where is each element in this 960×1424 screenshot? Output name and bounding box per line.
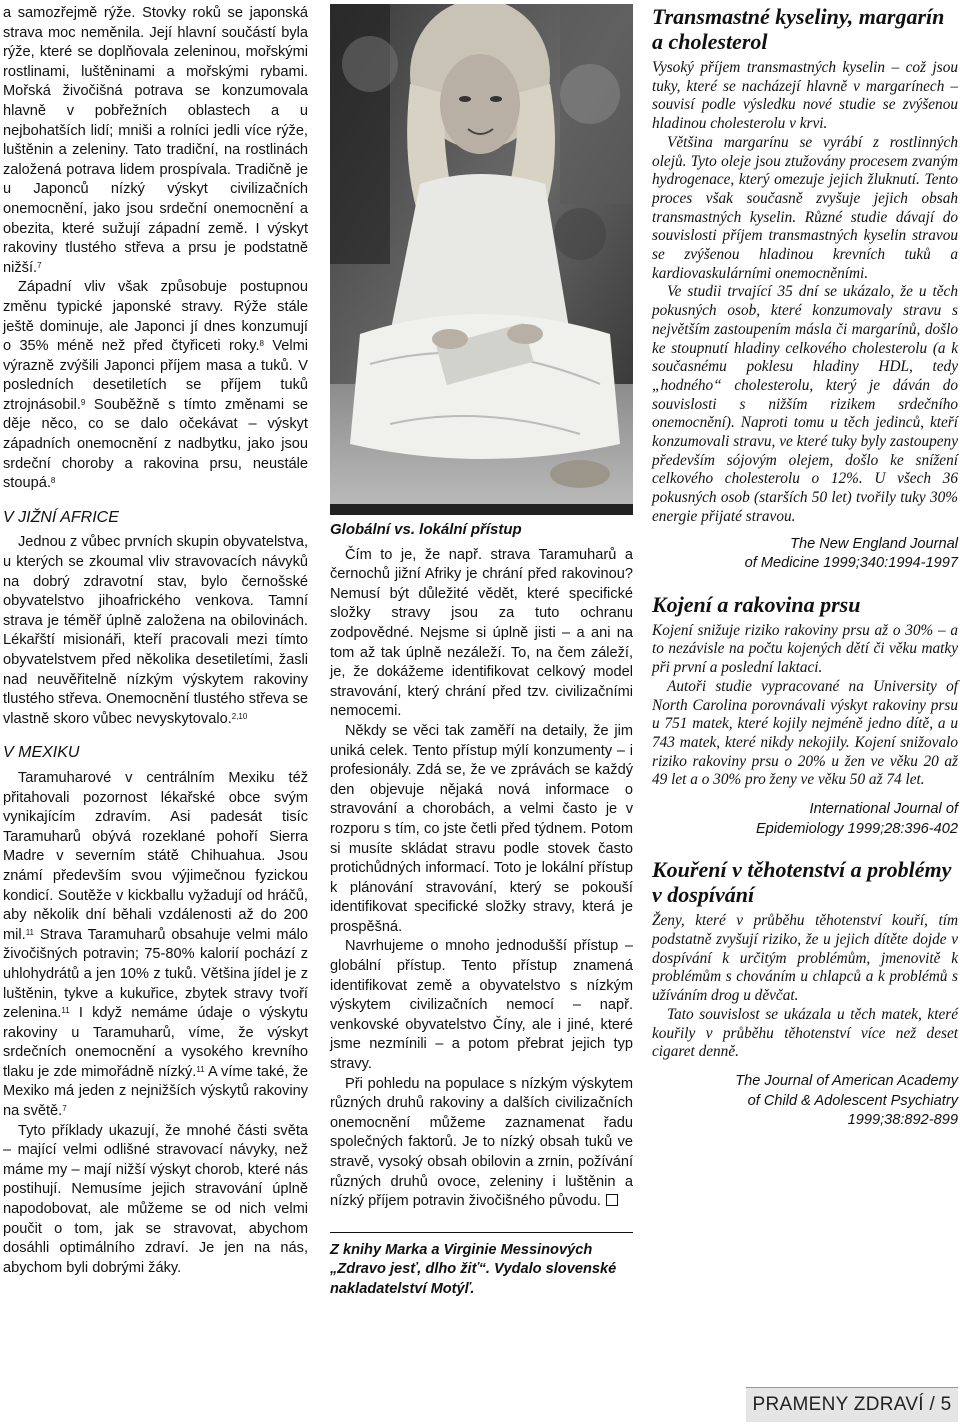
column-3: [652, 4, 958, 1131]
article-title: Transmastné kyseliny, margarín a cholesterol: [652, 4, 945, 54]
article-title: Kouření v těhotenství a problémy v dospívání: [652, 857, 952, 908]
paragraph: Ženy, které v průběhu těhotenství kouří, tím podstatně zvyšují riziko, že u jejich dítěte dojde v dospívání k určitým problémům, jmenovitě k problémům s chováním u chlapců a k problémů s užíváním drog u děvčat.: [652, 912, 958, 1005]
source-citation: International Journal of Epidemiology 1999;28:396-402: [755, 801, 958, 837]
source-citation: The Journal of American Academy of Child & Adolescent Psychiatry 1999;38:892-899: [735, 1072, 958, 1129]
paragraph: Autoři studie vypracované na University of North Carolina porovnávali výskyt rakoviny prsu u 751 matek, které kojily nejméně jedno dítě, a u 743 matek, které nikdy nekojily. Kojení snižovalo riziko rakoviny prsu o 20% u žen ve věku 20 až 49 let a o 30% pro ženy ve věku 50 až 74 let.: [652, 677, 958, 789]
paragraph: Taramuharové v centrálním Mexiku též přitahovali pozornost lékařské obce svým vynikajícím zdravím. Asi padesát tisíc Taramuharů obývá rozeklané pohoří Sierra Madre v severním státě Chihuahua. Jsou známí především svou výjimečnou fyzickou kondicí. Soutěže v kickballu vyžadují od hráčů, aby několik dní běhali vzdálenosti až do 200 mil.$^{11}$ Strava Taramuharů obsahuje velmi málo živočišných potravin; 75-80% kalorií pochází z uhlohydrátů a jen 10% z tuků. Většina jídel je z luštěnin, tykve a kukuřice, zbytek stravy tvoří zelenina.$^{11}$ I když nemáme údaje o výskytu rakoviny u Taramuharů, víme, že výskyt srdečních onemocnění a vysokého krevního tlaku je zde mimořádně nízký.$^{11}$ A víme také, že Mexiko má jeden z nejnižších výskytů rakoviny na světě.$^7$: [3, 769, 308, 1120]
paragraph: Čím to je, že např. strava Taramuharů a černochů jižní Afriky je chrání před rakovinou? Nemusí být důležité vědět, které specifické složky stravy jsou za tuto ochranu zodpovědné. Nejsme si úplně jisti – a ani na tom až tak úplně nezáleží. To, na čem záleží, je, že dokážeme identifikovat celkový model stravování, který chrání před tzv. civilizačními nemocemi.: [330, 546, 633, 720]
article-title: Kojení a rakovina prsu: [652, 591, 861, 617]
column-1: [3, 4, 308, 1278]
paragraph: Jednou z vůbec prvních skupin obyvatelstva, u kterých se zkoumal vliv stravovacích návyků na dobrý zdravotní stav, bylo černošské obyvatelstvo jihoafrického venkova. Tamní strava je téměř úplně založena na obilovinách. Lékařští misionáři, kteří pracovali mezi tímto obyvatelstvem před několika desetiletími, žasli nad neuvěřitelně nízkým výskytem rakoviny tlustého střeva. Onemocnění tlustého střeva se vlastně skoro vůbec nevyskytovalo.$^{2,10}$: [3, 534, 309, 727]
source-citation: The New England Journal of Medicine 1999;340:1994-1997: [744, 535, 958, 572]
book-credit: Z knihy Marka a Virginie Messinových „Zdravo jesť, dlho žiť“. Vydalo slovenské nakladatelství Motýľ.: [330, 1232, 633, 1300]
section-heading: V JIŽNÍ AFRICE: [3, 508, 119, 526]
paragraph: Tato souvislost se ukázala u těch matek, které kouřily v průběhu těhotenství více než deset cigaret denně.: [652, 1005, 958, 1061]
paragraph: Tyto příklady ukazují, že mnohé části světa – mající velmi odlišné stravovací návyky, než máme my – mají nižší výskyt chorob, které nás postihují. Nemusíme jejich stravování úplně napodobovat, ale můžeme se od nich velmi poučit o tom, jak se stravovat, abychom dosáhli optimálního zdraví. Je jen na nás, abychom byli dobrými žáky.: [3, 1122, 308, 1276]
column-2: [330, 520, 633, 1300]
section-heading: V MEXIKU: [3, 744, 80, 762]
paragraph: Většina margarínu se vyrábí z rostlinných olejů. Tyto oleje jsou ztužovány procesem zvaným hydrogenace, který omezuje jejich žluknutí. Tento proces však současně zvyšuje jejich obsah transmastných kyselin. Různé studie dávají do souvislosti příjem transmastných kyselin stravou se zvýšenou hladinou krevních tuků a kardiovaskulárními onemocněními.: [652, 133, 958, 282]
paragraph: Kojení snižuje riziko rakoviny prsu až o 30% – a to nezávisle na počtu kojených dětí či věku matky při první a poslední laktaci.: [652, 621, 958, 677]
end-mark-icon: [606, 1194, 618, 1206]
paragraph: Při pohledu na populace s nízkým výskytem různých druhů rakoviny a dalších civilizačních onemocnění můžeme zaznamenat řadu společných faktorů. Je to nízký obsah tuků ve stravě, vysoký obsah obilovin a zrnin, požívání různých druhů ovoce, zeleniny i luštěnin a nízký příjem potravin živočišného původu.: [330, 1075, 633, 1210]
paragraph: Navrhujeme o mnoho jednodušší přístup – globální přístup. Tento přístup znamená identifikovat země a obyvatelstvo s nízkým výskytem civilizačních nemocí – např. venkovské obyvatelstvo Číny, ale i jiné, které jsme nezmínili – a potom přebrat jejich typ stravy.: [330, 938, 633, 1073]
paragraph: Ve studii trvající 35 dní se ukázalo, že u těch pokusných osob, které konzumovaly stravu s největším zastoupením másla či margarínů, došlo ke stoupnutí hladiny celkového cholesterolu (a k současnému poklesu hladiny HDL, tedy „hodného“ cholesterolu, který je dáván do souvislosti s nižším rizikem srdečního onemocnění). Naproti tomu u těch jedinců, kteří konzumovali stravu, ve které tuky byly zastoupeny především sójovým olejem, došlo ke snížení celkového cholesterolu o 12%. U všech 36 pokusných osob (starších 50 let) tvořily tuky 30% energie přijaté stravou.: [652, 283, 958, 525]
page-footer: PRAMENY ZDRAVÍ / 5: [746, 1387, 958, 1422]
paragraph: a samozřejmě rýže. Stovky roků se japonská strava moc neměnila. Její hlavní součástí byla rýže, které se doplňovala zeleninou, mořskými rostlinami, luštěninami a mořskými rybami. Mořská živočišná potrava se konzumovala hlavně v pobřežních oblastech a u nejbohatších lidí; mniši a rolníci jedli více rýže, luštěnin a zeleniny. Tato tradiční, na rostlinách založená potrava lidem prospívala. Tradičně je u Japonců nízký výskyt civilizačních onemocnění, jako jsou srdeční onemocnění a obezita, které sužují západní země. I výskyt rakoviny tlustého střeva a prsu je podstatně nižší.$^7$: [3, 5, 308, 276]
section-heading: Globální vs. lokální přístup: [330, 521, 522, 538]
paragraph: Vysoký příjem transmastných kyselin – což jsou tuky, které se nacházejí hlavně v margarínech – souvisí podle výsledku nové studie se zvýšenou hladinou cholesterolu v krvi.: [652, 59, 958, 133]
paragraph: Někdy se věci tak zaměří na detaily, že jim uniká celek. Tento přístup mýlí konzumenty – i profesionály. Zdá se, že ve zprávách se každý den objevuje nějaká nová informace o stravování a chorobách, a velmi často je v rozporu s tím, co jste četli před týdnem. Potom si musíte skládat stravu podle stovek často protichůdných informací. Toto je lokální přístup k plánování stravování, který se pokouší identifikovat specifické složky stravy, která je prospěšná.: [330, 722, 633, 935]
paragraph: Západní vliv však způsobuje postupnou změnu typické japonské stravy. Rýže stále ještě dominuje, ale Japonci jí dnes konzumují o 35% méně než před čtyřiceti roky.$^8$ Velmi výrazně zvýšili Japonci příjem masa a tuků. V posledních desetiletích se příjem tuků ztrojnásobil.$^9$ Souběžně s tímto změnami se děje něco, co se dalo očekávat – výskyt západních onemocnění z nadbytku, jako jsou srdeční choroby a rakovina prsu, neustále stoupá.$^8$: [3, 279, 309, 492]
photo-woman-sitting: [330, 4, 633, 515]
